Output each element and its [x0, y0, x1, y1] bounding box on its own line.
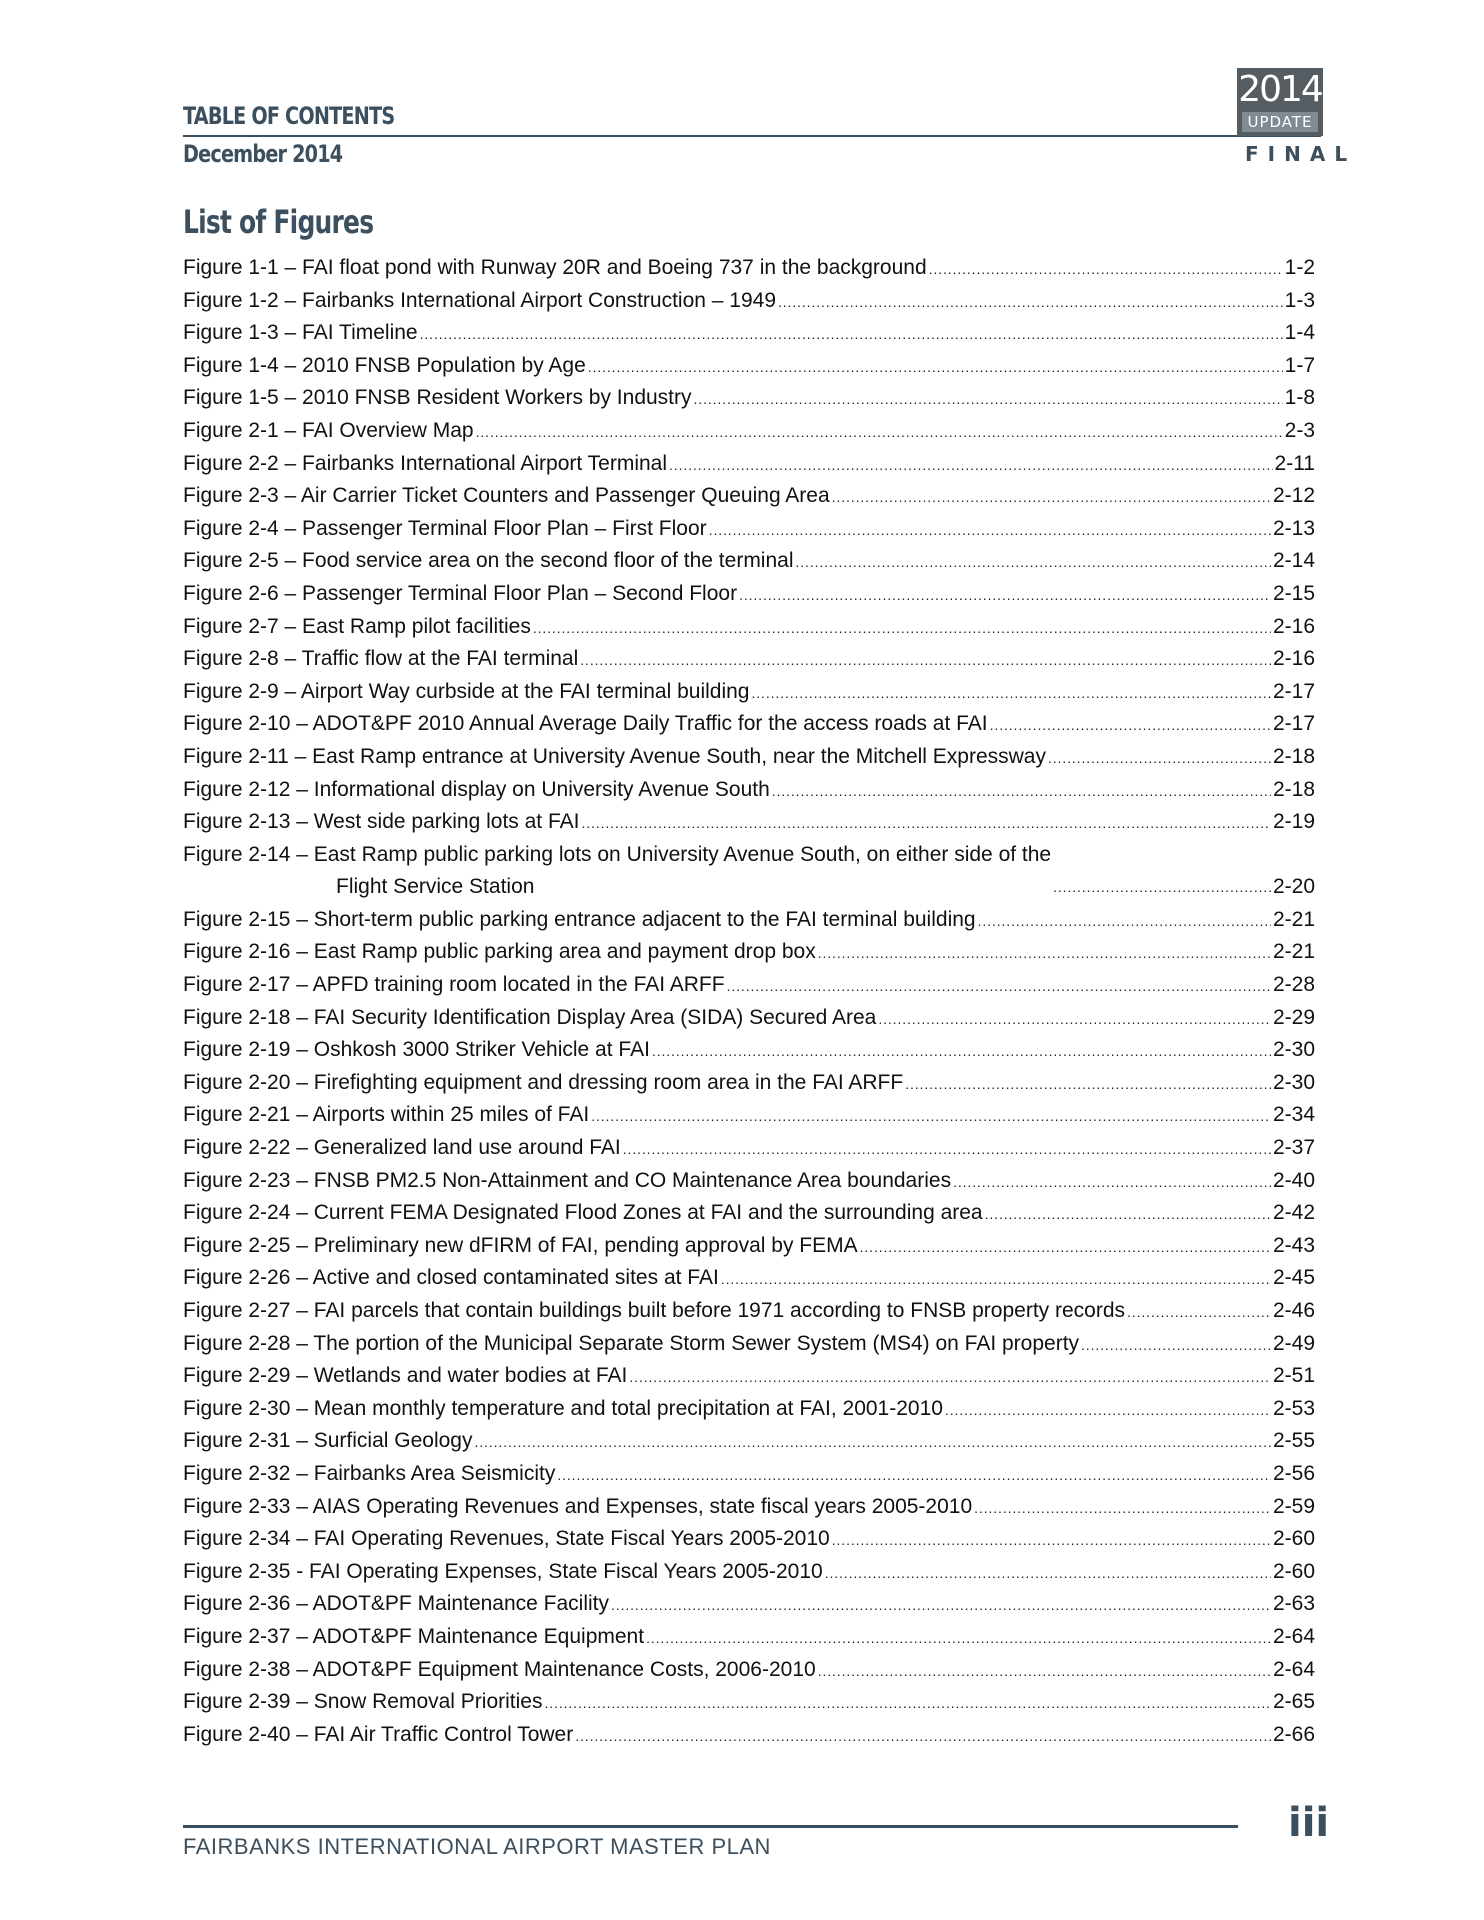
- toc-entry-page: 2-64: [1272, 1624, 1315, 1648]
- toc-entry-label: Figure 2-38 – ADOT&PF Equipment Maintenance Costs, 2006-2010: [183, 1657, 816, 1681]
- toc-entry[interactable]: [183, 1034, 1315, 1067]
- toc-entry-label: Figure 2-9 – Airport Way curbside at the FAI terminal building: [183, 679, 750, 703]
- toc-entry-label: Figure 2-28 – The portion of the Municipal Separate Storm Sewer System (MS4) on FAI property: [183, 1331, 1080, 1355]
- toc-entry[interactable]: [183, 1719, 1315, 1752]
- footer-title: FAIRBANKS INTERNATIONAL AIRPORT MASTER PLAN: [183, 1834, 771, 1859]
- toc-entry-label: Figure 2-7 – East Ramp pilot facilities: [183, 614, 531, 638]
- dot-leader: [709, 513, 1271, 547]
- dot-leader: [623, 1132, 1271, 1166]
- toc-entry[interactable]: [183, 708, 1315, 741]
- toc-entry-label: Figure 2-15 – Short-term public parking entrance adjacent to the FAI terminal building: [183, 907, 976, 931]
- toc-entry-label: Figure 2-1 – FAI Overview Map: [183, 418, 474, 442]
- toc-entry-page: 2-21: [1272, 907, 1315, 931]
- header-divider: [183, 135, 1321, 137]
- toc-entry-page: 1-2: [1284, 256, 1315, 279]
- toc-entry-label: Figure 2-3 – Air Carrier Ticket Counters and Passenger Queuing Area: [183, 484, 830, 508]
- toc-entry-page: 2-60: [1272, 1559, 1315, 1583]
- toc-entry-label: Figure 2-37 – ADOT&PF Maintenance Equipment: [183, 1624, 645, 1648]
- toc-entry-label: Figure 2-26 – Active and closed contaminated sites at FAI: [183, 1266, 719, 1290]
- dot-leader: [974, 1491, 1271, 1525]
- toc-entry-label: Figure 2-16 – East Ramp public parking area and payment drop box: [183, 940, 816, 964]
- dot-leader: [929, 252, 1283, 286]
- toc-entry-page: 2-12: [1272, 484, 1315, 508]
- dot-leader: [818, 1654, 1271, 1688]
- dot-leader: [629, 1360, 1271, 1394]
- toc-entry-label: Figure 2-20 – Firefighting equipment and dressing room area in the FAI ARFF: [183, 1070, 904, 1094]
- toc-entry-page: 2-64: [1272, 1657, 1315, 1681]
- toc-entry-page: 2-40: [1272, 1168, 1315, 1192]
- toc-entry-page: 2-43: [1272, 1233, 1315, 1257]
- toc-entry-page: 2-30: [1272, 1038, 1315, 1062]
- toc-entry[interactable]: [183, 611, 1315, 644]
- toc-entry-page: 2-16: [1272, 647, 1315, 671]
- toc-entry-label: Figure 2-40 – FAI Air Traffic Control Tower: [183, 1722, 574, 1746]
- dot-leader: [580, 643, 1271, 677]
- page-number: iii: [1288, 1800, 1330, 1846]
- header-date: December 2014: [183, 140, 343, 168]
- toc-entry-label: Figure 2-6 – Passenger Terminal Floor Plan – Second Floor: [183, 581, 738, 605]
- toc-entry-page: 2-65: [1272, 1690, 1315, 1714]
- dot-leader: [752, 676, 1271, 710]
- dot-leader: [772, 774, 1271, 808]
- toc-entry-label: Figure 2-35 - FAI Operating Expenses, State Fiscal Years 2005-2010: [183, 1559, 823, 1583]
- toc-entry-label: Figure 2-5 – Food service area on the second floor of the terminal: [183, 549, 794, 573]
- toc-entry-page: 2-13: [1272, 516, 1315, 540]
- toc-entry-page: 2-53: [1272, 1396, 1315, 1420]
- dot-leader: [978, 904, 1271, 938]
- toc-entry-page: 2-19: [1272, 810, 1315, 834]
- toc-entry-page: 2-49: [1272, 1331, 1315, 1355]
- toc-entry[interactable]: [183, 1654, 1315, 1687]
- toc-entry-label: Figure 2-25 – Preliminary new dFIRM of FAI, pending approval by FEMA: [183, 1233, 858, 1257]
- dot-leader: [796, 545, 1271, 579]
- toc-entry-page: 2-21: [1272, 940, 1315, 964]
- dot-leader: [420, 317, 1283, 351]
- toc-entry[interactable]: [183, 1360, 1315, 1393]
- toc-entry-label: Figure 1-2 – Fairbanks International Airport Construction – 1949: [183, 288, 776, 312]
- toc-entry[interactable]: [183, 480, 1315, 513]
- toc-entry[interactable]: [183, 741, 1315, 774]
- toc-entry[interactable]: [183, 350, 1315, 383]
- toc-entry-page: 2-17: [1272, 712, 1315, 736]
- dot-leader: [476, 415, 1283, 449]
- dot-leader: [945, 1393, 1271, 1427]
- toc-entry-page: 1-7: [1284, 353, 1315, 377]
- dot-leader: [575, 1719, 1271, 1753]
- dot-leader: [985, 1197, 1271, 1231]
- dot-leader: [581, 806, 1271, 840]
- badge-year: 2014: [1238, 69, 1322, 110]
- toc-entry[interactable]: [183, 839, 1315, 904]
- toc-entry-page: 2-29: [1272, 1005, 1315, 1029]
- toc-entry[interactable]: [183, 317, 1315, 350]
- toc-entry-page: 2-17: [1272, 679, 1315, 703]
- toc-entry[interactable]: [183, 285, 1315, 318]
- toc-entry[interactable]: [183, 1458, 1315, 1491]
- toc-entry-label: Figure 2-4 – Passenger Terminal Floor Plan – First Floor: [183, 516, 707, 540]
- toc-entry[interactable]: [183, 1686, 1315, 1719]
- badge-update: UPDATE: [1242, 112, 1318, 132]
- toc-entry-label: Figure 2-22 – Generalized land use around FAI: [183, 1136, 621, 1160]
- toc-entry[interactable]: [183, 969, 1315, 1002]
- toc-entry-label: Figure 1-3 – FAI Timeline: [183, 321, 418, 345]
- toc-entry[interactable]: [183, 1491, 1315, 1524]
- badge-final: FINAL: [1245, 142, 1357, 166]
- toc-entry[interactable]: [183, 806, 1315, 839]
- dot-leader: [646, 1621, 1271, 1655]
- toc-entry[interactable]: [183, 382, 1315, 415]
- dot-leader: [652, 1034, 1271, 1068]
- dot-leader: [905, 1067, 1271, 1101]
- toc-entry-label: Figure 2-36 – ADOT&PF Maintenance Facility: [183, 1592, 610, 1616]
- figure-list: [183, 252, 1315, 1751]
- toc-entry[interactable]: [183, 1165, 1315, 1198]
- page-title: List of Figures: [183, 203, 374, 241]
- dot-leader: [990, 708, 1271, 742]
- dot-leader: [544, 1686, 1270, 1720]
- toc-entry[interactable]: [183, 513, 1315, 546]
- toc-entry-label: Figure 1-4 – 2010 FNSB Population by Age: [183, 353, 586, 377]
- dot-leader: [557, 1458, 1271, 1492]
- dot-leader: [611, 1588, 1271, 1622]
- dot-leader: [739, 578, 1271, 612]
- dot-leader: [778, 285, 1283, 319]
- toc-entry[interactable]: [183, 1621, 1315, 1654]
- toc-entry-page: 2-14: [1272, 549, 1315, 573]
- toc-entry-label: Figure 2-24 – Current FEMA Designated Flood Zones at FAI and the surrounding area: [183, 1201, 983, 1225]
- toc-entry[interactable]: [183, 1067, 1315, 1100]
- toc-entry-label: Figure 2-10 – ADOT&PF 2010 Annual Average Daily Traffic for the access roads at FAI: [183, 712, 988, 736]
- toc-entry[interactable]: [183, 774, 1315, 807]
- toc-entry[interactable]: [183, 676, 1315, 709]
- toc-entry-label: Figure 2-31 – Surficial Geology: [183, 1429, 473, 1453]
- dot-leader: [1053, 870, 1271, 904]
- toc-entry-page: 2-16: [1272, 614, 1315, 638]
- toc-entry-label: Figure 1-5 – 2010 FNSB Resident Workers by Industry: [183, 386, 692, 410]
- dot-leader: [474, 1425, 1270, 1459]
- toc-entry-page: 2-63: [1272, 1592, 1315, 1616]
- toc-entry-page: 2-59: [1272, 1494, 1315, 1518]
- toc-entry[interactable]: [183, 1393, 1315, 1426]
- toc-entry-page: 2-45: [1272, 1266, 1315, 1290]
- toc-entry-label: Figure 2-11 – East Ramp entrance at University Avenue South, near the Mitchell Expressway: [183, 744, 1046, 768]
- toc-entry-label: Figure 2-2 – Fairbanks International Airport Terminal: [183, 451, 668, 475]
- toc-entry-label: Figure 2-27 – FAI parcels that contain buildings built before 1971 according to FNSB property records: [183, 1299, 1126, 1322]
- toc-entry-label-line: Figure 2-14 – East Ramp public parking lots on University Avenue South, on either side of the: [183, 842, 1052, 866]
- toc-entry-page: 2-28: [1272, 973, 1315, 997]
- toc-entry[interactable]: [183, 936, 1315, 969]
- toc-entry-page: 2-46: [1272, 1299, 1315, 1322]
- toc-entry-label: Figure 2-34 – FAI Operating Revenues, State Fiscal Years 2005-2010: [183, 1527, 830, 1551]
- toc-entry-label: Figure 2-12 – Informational display on University Avenue South: [183, 777, 770, 801]
- dot-leader: [1081, 1328, 1271, 1362]
- dot-leader: [727, 969, 1271, 1003]
- toc-entry-page: 2-11: [1274, 451, 1315, 475]
- toc-entry[interactable]: [183, 1230, 1315, 1263]
- header-section-title: TABLE OF CONTENTS: [183, 102, 395, 130]
- toc-entry-label: Figure 2-17 – APFD training room located in the FAI ARFF: [183, 973, 725, 997]
- toc-entry-page: 2-60: [1272, 1527, 1315, 1551]
- toc-entry-page: 1-4: [1284, 321, 1315, 345]
- toc-entry[interactable]: [183, 252, 1315, 285]
- dot-leader: [1048, 741, 1271, 775]
- toc-entry[interactable]: [183, 1328, 1315, 1361]
- toc-entry[interactable]: [183, 1556, 1315, 1589]
- update-badge: [1237, 68, 1323, 136]
- toc-entry-page: 2-56: [1272, 1461, 1315, 1485]
- toc-entry-label: Figure 2-29 – Wetlands and water bodies at FAI: [183, 1364, 628, 1388]
- toc-entry[interactable]: [183, 1197, 1315, 1230]
- dot-leader: [694, 382, 1283, 416]
- dot-leader: [1127, 1295, 1271, 1329]
- toc-entry-label: Figure 2-30 – Mean monthly temperature and total precipitation at FAI, 2001-2010: [183, 1396, 943, 1420]
- toc-entry[interactable]: [183, 1588, 1315, 1621]
- toc-entry[interactable]: [183, 1132, 1315, 1165]
- dot-leader: [669, 448, 1273, 482]
- toc-entry[interactable]: [183, 448, 1315, 481]
- toc-entry-page: 2-30: [1272, 1070, 1315, 1094]
- toc-entry-label: Figure 2-8 – Traffic flow at the FAI terminal: [183, 647, 579, 671]
- toc-entry-page: 2-3: [1284, 418, 1315, 442]
- toc-entry[interactable]: [183, 578, 1315, 611]
- toc-entry-label: Figure 2-21 – Airports within 25 miles of FAI: [183, 1103, 590, 1127]
- toc-entry-page: 2-18: [1272, 744, 1315, 768]
- toc-entry-label: [183, 839, 1051, 904]
- toc-entry[interactable]: [183, 545, 1315, 578]
- toc-entry-page: 2-20: [1272, 875, 1315, 899]
- dot-leader: [878, 1002, 1271, 1036]
- dot-leader: [860, 1230, 1271, 1264]
- dot-leader: [818, 936, 1271, 970]
- toc-entry[interactable]: [183, 1523, 1315, 1556]
- toc-entry-label: Figure 2-33 – AIAS Operating Revenues and Expenses, state fiscal years 2005-2010: [183, 1494, 973, 1518]
- dot-leader: [832, 480, 1271, 514]
- toc-entry[interactable]: [183, 1295, 1315, 1328]
- footer-divider: [183, 1825, 1238, 1828]
- toc-entry-page: 2-15: [1272, 581, 1315, 605]
- toc-entry-label: Figure 2-32 – Fairbanks Area Seismicity: [183, 1461, 556, 1485]
- dot-leader: [591, 1099, 1271, 1133]
- toc-entry[interactable]: [183, 1099, 1315, 1132]
- dot-leader: [721, 1262, 1271, 1296]
- dot-leader: [825, 1556, 1271, 1590]
- toc-entry-label: Figure 2-23 – FNSB PM2.5 Non-Attainment and CO Maintenance Area boundaries: [183, 1168, 952, 1192]
- dot-leader: [832, 1523, 1271, 1557]
- toc-entry-label: Figure 2-39 – Snow Removal Priorities: [183, 1690, 543, 1714]
- toc-entry[interactable]: [183, 904, 1315, 937]
- toc-entry-page: 2-51: [1272, 1364, 1315, 1388]
- toc-entry[interactable]: [183, 643, 1315, 676]
- toc-entry-page: 2-18: [1272, 777, 1315, 801]
- toc-entry-page: 2-42: [1272, 1201, 1315, 1225]
- toc-entry-page: 1-3: [1284, 288, 1315, 312]
- toc-entry-page: 2-55: [1272, 1429, 1315, 1453]
- toc-entry[interactable]: [183, 1002, 1315, 1035]
- toc-entry[interactable]: [183, 1425, 1315, 1458]
- toc-entry-page: 2-37: [1272, 1136, 1315, 1160]
- toc-entry-page: 1-8: [1284, 386, 1315, 410]
- toc-entry-page: 2-66: [1272, 1722, 1315, 1746]
- toc-entry-label: Figure 2-18 – FAI Security Identification Display Area (SIDA) Secured Area: [183, 1005, 877, 1029]
- toc-entry-page: 2-34: [1272, 1103, 1315, 1127]
- toc-entry-label: Figure 2-13 – West side parking lots at FAI: [183, 810, 580, 834]
- toc-entry[interactable]: [183, 1262, 1315, 1295]
- toc-entry-label: Figure 1-1 – FAI float pond with Runway 20R and Boeing 737 in the background: [183, 256, 927, 279]
- dot-leader: [533, 611, 1271, 645]
- dot-leader: [953, 1165, 1271, 1199]
- dot-leader: [588, 350, 1283, 384]
- toc-entry-label-continuation: Flight Service Station: [336, 875, 535, 899]
- toc-entry[interactable]: [183, 415, 1315, 448]
- toc-entry-label: Figure 2-19 – Oshkosh 3000 Striker Vehicle at FAI: [183, 1038, 650, 1062]
